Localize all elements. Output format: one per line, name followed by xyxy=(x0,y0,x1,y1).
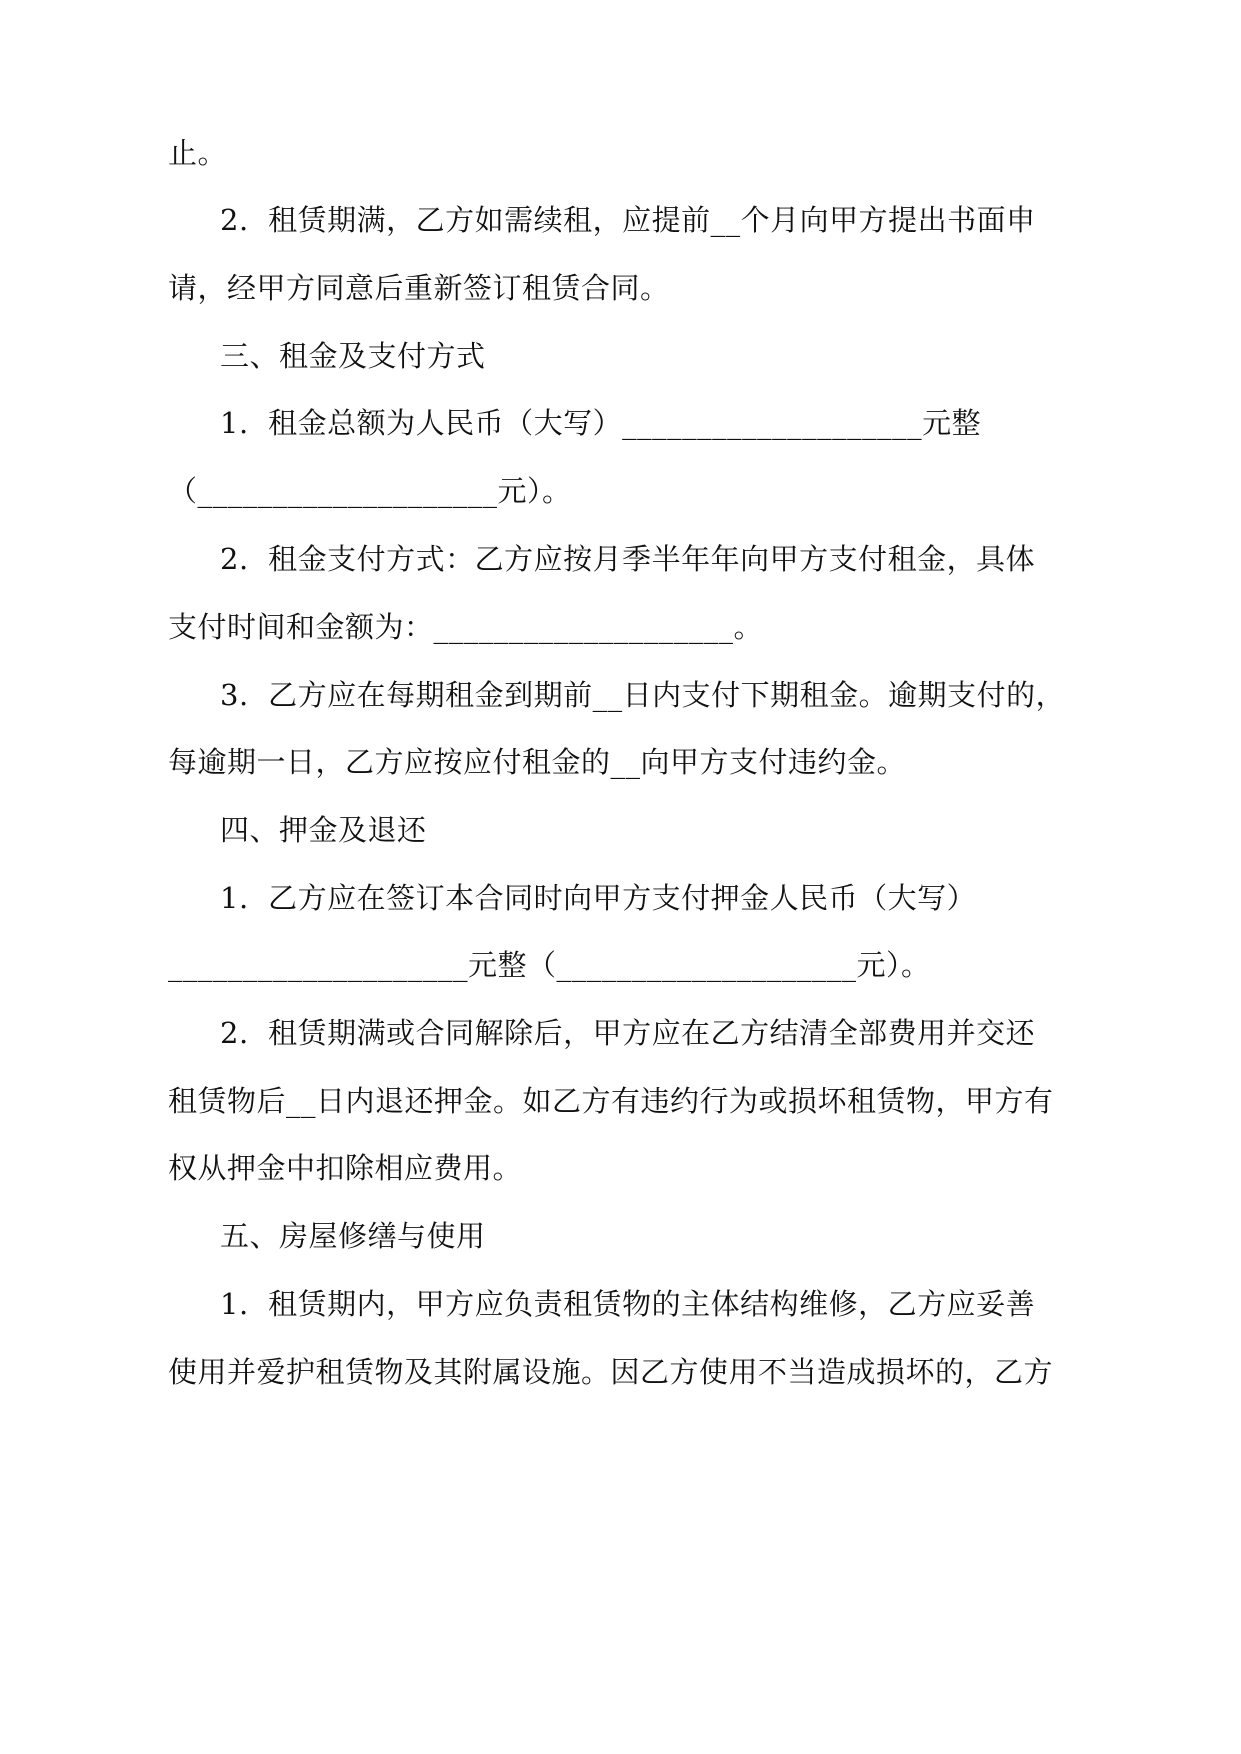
text-line-10: 每逾期一日，乙方应按应付租金的__向甲方支付违约金。 xyxy=(168,745,907,779)
text-line-8: 支付时间和金额为：____________________。 xyxy=(168,610,764,644)
section-heading-rent: 三、租金及支付方式 xyxy=(220,339,486,373)
text-line-18: 1. 租赁期内，甲方应负责租赁物的主体结构维修，乙方应妥善 xyxy=(220,1287,1036,1321)
text-line-19: 使用并爱护租赁物及其附属设施。因乙方使用不当造成损坏的，乙方 xyxy=(168,1355,1054,1389)
text-line-5: 1. 租金总额为人民币（大写）____________________元整 xyxy=(220,406,982,440)
text-line-2: 2. 租赁期满，乙方如需续租，应提前__个月向甲方提出书面申 xyxy=(220,203,1036,237)
section-heading-deposit: 四、押金及退还 xyxy=(220,813,427,847)
text-line-9: 3. 乙方应在每期租金到期前__日内支付下期租金。逾期支付的， xyxy=(220,678,1066,712)
section-heading-repair: 五、房屋修缮与使用 xyxy=(220,1219,486,1253)
text-line-7: 2. 租金支付方式：乙方应按月季半年年向甲方支付租金，具体 xyxy=(220,542,1036,576)
text-line-16: 权从押金中扣除相应费用。 xyxy=(168,1151,523,1185)
text-line-3: 请，经甲方同意后重新签订租赁合同。 xyxy=(168,271,670,305)
text-line-14: 2. 租赁期满或合同解除后，甲方应在乙方结清全部费用并交还 xyxy=(220,1016,1036,1050)
text-line-6: （____________________元）。 xyxy=(168,474,572,508)
text-line-15: 租赁物后__日内退还押金。如乙方有违约行为或损坏租赁物，甲方有 xyxy=(168,1084,1054,1118)
text-line-13: ____________________元整（____________________元）。 xyxy=(168,948,931,982)
text-line-1: 止。 xyxy=(168,136,228,170)
text-line-12: 1. 乙方应在签订本合同时向甲方支付押金人民币（大写） xyxy=(220,881,977,915)
